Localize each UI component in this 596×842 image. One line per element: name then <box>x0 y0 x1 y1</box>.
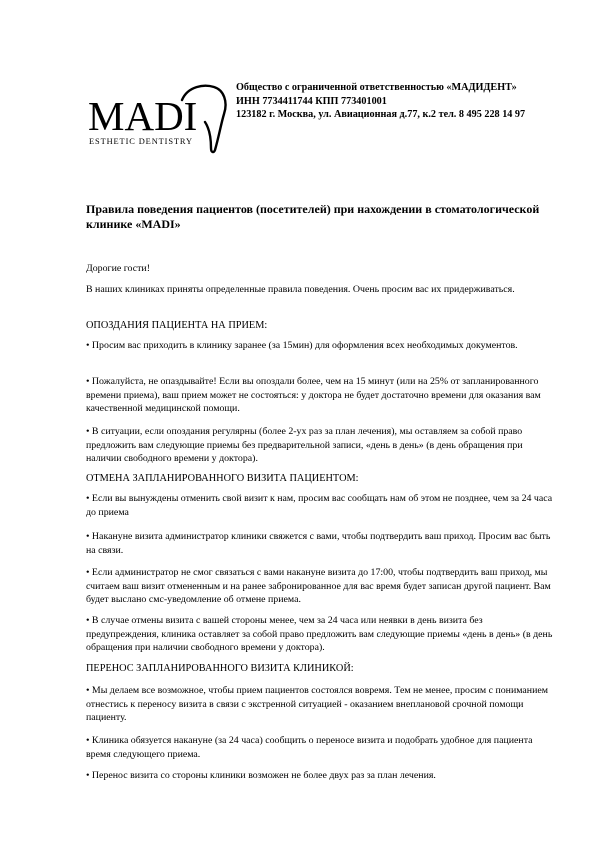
list-item: • Перенос визита со стороны клиники возможен не более двух раз за план лечения. <box>86 770 436 781</box>
madi-logo <box>88 84 228 154</box>
list-item: • Мы делаем все возможное, чтобы прием пациентов состоялся вовремя. Тем не менее, просим с пониманием отнестись к переносу визита в связи с экстренной ситуацией - оказанием внеплановой срочной помощи пациенту. <box>86 685 548 724</box>
list-item: • Если администратор не смог связаться с вами накануне визита до 17:00, чтобы подтвердить ваш приход, мы считаем ваш визит отмененным и на ранее забронированное для вас время будет записан другой пациент. Вам будет выслано смс-уведомление об отмене приема. <box>86 567 551 606</box>
logo-brand: MADI <box>88 93 198 139</box>
list-item: • Пожалуйста, не опаздывайте! Если вы опоздали более, чем на 15 минут (или на 25% от запланированного времени приема), ваш прием может не состояться: у доктора не будет достаточно времени для оказания вам качественной медицинской помощи. <box>86 376 541 415</box>
list-item: • Накануне визита администратор клиники свяжется с вами, чтобы подтвердить ваш приход. Просим вас быть на связи. <box>86 531 551 556</box>
list-item: • Если вы вынуждены отменить свой визит к нам, просим вас сообщать нам об этом не позднее, чем за 24 часа до приема <box>86 493 553 518</box>
company-address: 123182 г. Москва, ул. Авиационная д.77, к.2 тел. 8 495 228 14 97 <box>236 109 526 121</box>
section-heading: ПЕРЕНОС ЗАПЛАНИРОВАННОГО ВИЗИТА КЛИНИКОЙ: <box>86 663 354 674</box>
document-title: Правила поведения пациентов (посетителей) при нахождении в стоматологической клинике «MADI» <box>86 202 540 231</box>
company-info <box>236 81 525 122</box>
intro-paragraph: В наших клиниках приняты определенные правила поведения. Очень просим вас их придерживаться. <box>86 284 515 295</box>
section-heading: ОТМЕНА ЗАПЛАНИРОВАННОГО ВИЗИТА ПАЦИЕНТОМ: <box>86 473 359 484</box>
list-item: • В случае отмены визита с вашей стороны менее, чем за 24 часа или неявки в день визита без предупреждения, клиника оставляет за собой право предложить вам следующие приемы «день в день» (в день обращения при наличии свободного времени у доктора). <box>86 615 553 654</box>
company-tax-ids: ИНН 7734411744 КПП 773401001 <box>236 95 387 107</box>
list-item: • Клиника обязуется накануне (за 24 часа) сообщить о переносе визита и подобрать удобное для пациента время следующего приема. <box>86 735 533 760</box>
company-name: Общество с ограниченной ответственностью «МАДИДЕНТ» <box>236 82 517 93</box>
list-item: • Просим вас приходить в клинику заранее (за 15мин) для оформления всех необходимых документов. <box>86 340 518 351</box>
logo-subtitle: ESTHETIC DENTISTRY <box>89 137 193 146</box>
list-item: • В ситуации, если опоздания регулярны (более 2-ух раз за план лечения), мы оставляем за собой право предложить вам следующие приемы без предварительной записи, «день в день» (в день обращения при наличии свободного времени у доктора). <box>86 426 523 465</box>
section-heading: ОПОЗДАНИЯ ПАЦИЕНТА НА ПРИЕМ: <box>86 320 268 331</box>
greeting: Дорогие гости! <box>86 263 150 274</box>
